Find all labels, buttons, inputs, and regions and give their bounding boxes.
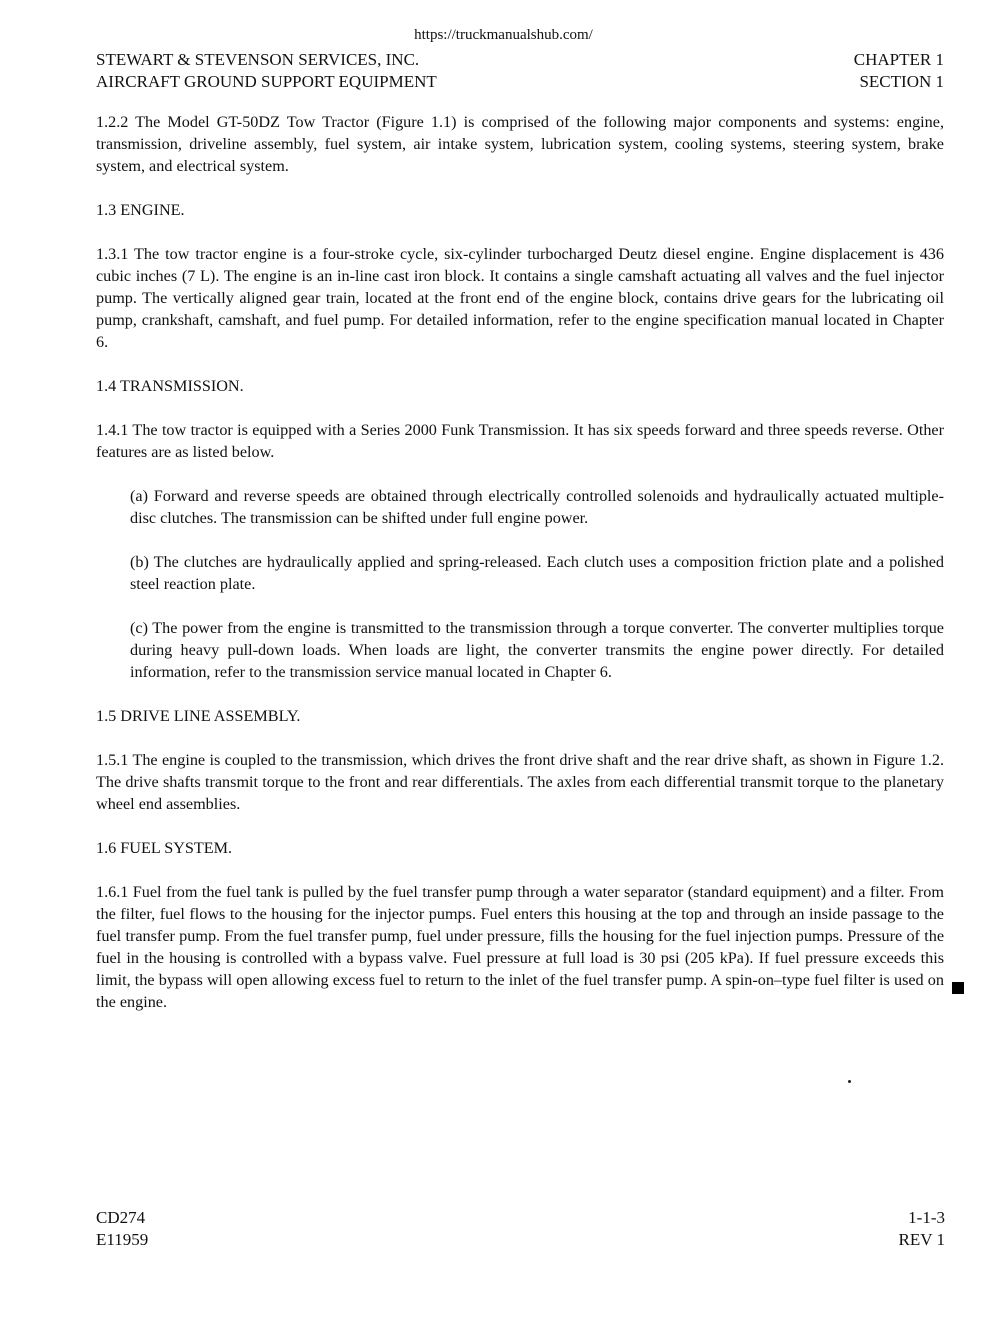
division-name: AIRCRAFT GROUND SUPPORT EQUIPMENT [96,72,437,91]
revision-label: REV 1 [898,1230,945,1249]
header-left [96,49,437,93]
paragraph-1-4-1-b: (b) The clutches are hydraulically applied and spring-released. Each clutch uses a composition friction plate and a polished steel reaction plate. [130,553,944,593]
company-name: STEWART & STEVENSON SERVICES, INC. [96,50,420,69]
heading-drive-line: 1.5 DRIVE LINE ASSEMBLY. [96,707,301,725]
footer-left [96,1207,148,1251]
heading-engine: 1.3 ENGINE. [96,201,185,219]
section-label: SECTION 1 [859,72,944,91]
page-number: 1-1-3 [908,1208,945,1227]
footer-right [899,1207,945,1251]
paragraph-1-4-1-a: (a) Forward and reverse speeds are obtained through electrically controlled solenoids and hydraulically actuated multiple-disc clutches. The transmission can be shifted under full engine power. [130,487,944,527]
chapter-label: CHAPTER 1 [853,50,944,69]
document-body [96,111,944,1035]
header-right [854,49,944,93]
doc-code: CD274 [96,1208,146,1227]
watermark-url: https://truckmanualshub.com/ [414,27,593,43]
doc-number: E11959 [96,1230,149,1249]
end-of-section-mark [952,982,964,994]
paragraph-1-6-1: 1.6.1 Fuel from the fuel tank is pulled by the fuel transfer pump through a water separator (standard equipment) and a filter. From the filter, fuel flows to the housing for the injector pumps. Fuel enters this housing at the top and through an inside passage to the fuel transfer pump. From the fuel transfer pump, fuel under pressure, fills the housing for the fuel injection pumps. Pressure of the fuel in the housing is controlled with a bypass valve. Fuel pressure at full load is 30 psi (205 kPa). If fuel pressure exceeds this limit, the bypass will open allowing excess fuel to return to the inlet of the fuel transfer pump. A spin-on–type fuel filter is used on the engine. [96,883,944,1011]
paragraph-1-3-1: 1.3.1 The tow tractor engine is a four-stroke cycle, six-cylinder turbocharged Deutz diesel engine. Engine displacement is 436 cubic inches (7 L). The engine is an in-line cast iron block. It contains a single camshaft actuating all valves and the fuel injector pump. The vertically aligned gear train, located at the front end of the engine block, contains drive gears for the lubricating oil pump, crankshaft, camshaft, and fuel pump. For detailed information, refer to the engine specification manual located in Chapter 6. [96,245,944,351]
paragraph-1-4-1-c: (c) The power from the engine is transmitted to the transmission through a torque converter. The converter multiplies torque during heavy pull-down loads. When loads are light, the converter transmits the engine power directly. For detailed information, refer to the transmission service manual located in Chapter 6. [130,619,944,681]
paragraph-1-4-1: 1.4.1 The tow tractor is equipped with a Series 2000 Funk Transmission. It has six speeds forward and three speeds reverse. Other features are as listed below. [96,421,944,461]
paragraph-1-2-2: 1.2.2 The Model GT-50DZ Tow Tractor (Figure 1.1) is comprised of the following major components and systems: engine, transmission, driveline assembly, fuel system, air intake system, lubrication system, cooling systems, steering system, brake system, and electrical system. [96,113,944,175]
heading-transmission: 1.4 TRANSMISSION. [96,377,244,395]
stray-mark [848,1080,851,1083]
heading-fuel-system: 1.6 FUEL SYSTEM. [96,839,233,857]
paragraph-1-5-1: 1.5.1 The engine is coupled to the transmission, which drives the front drive shaft and the rear drive shaft, as shown in Figure 1.2. The drive shafts transmit torque to the front and rear differentials. The axles from each differential transmit torque to the planetary wheel end assemblies. [96,751,944,813]
